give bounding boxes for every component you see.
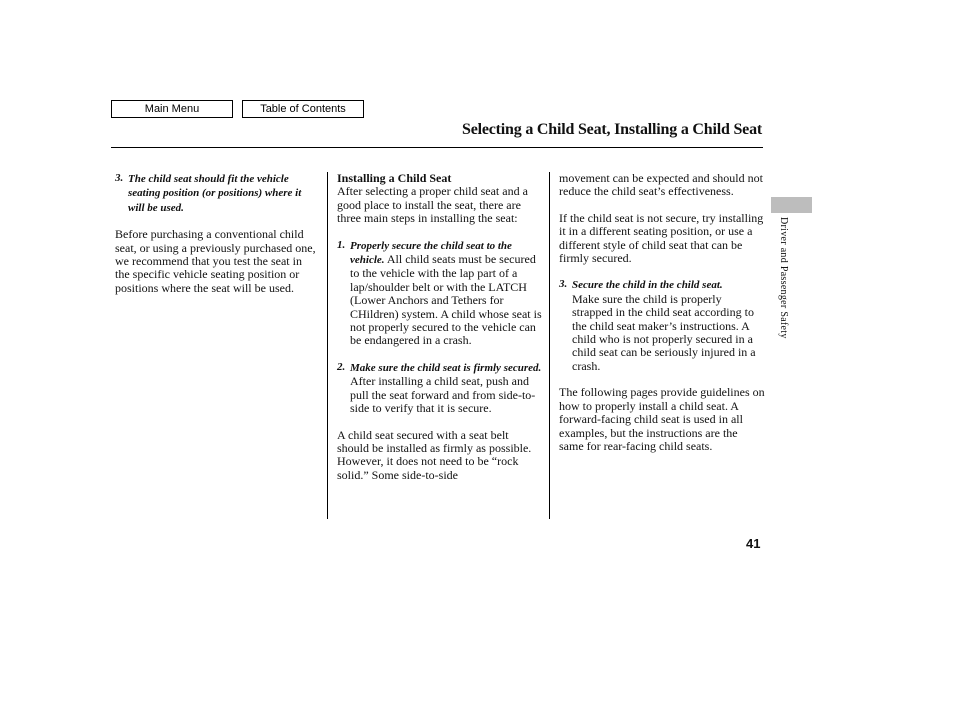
list-item [559,278,765,373]
column-3 [559,172,765,453]
main-menu-button[interactable]: Main Menu [111,100,233,118]
list-item-text: The child seat should fit the vehicle seating position (or positions) where it will be used. [128,173,302,214]
column-2 [337,172,542,482]
paragraph: After selecting a proper child seat and a good place to install the seat, there are three main steps in installing the seat: [337,184,528,226]
step-title: Secure the child in the child seat. [572,279,723,292]
list-item [115,172,317,215]
table-of-contents-button[interactable]: Table of Contents [242,100,364,118]
list-item [337,361,542,416]
step-text: All child seats must be secured to the vehicle with the lap part of a lap/shoulder belt or with the LATCH (Lower Anchors and Tethers for CHildren) system. A child whose seat is not properly secured to the vehicle can be endangered in a crash. [350,252,542,348]
column-divider [549,172,550,519]
paragraph: The following pages provide guidelines on how to properly install a child seat. A forward-facing child seat is used in all examples, but the instructions are the same for rear-facing child seats. [559,385,765,453]
paragraph: Before purchasing a conventional child seat, or using a previously purchased one, we recommend that you test the seat in the specific vehicle seating position or positions where the seat will be used. [115,227,316,295]
column-divider [327,172,328,519]
list-number: 3. [559,278,568,291]
section-heading: Installing a Child Seat [337,171,452,185]
list-item [337,239,542,348]
paragraph: A child seat secured with a seat belt should be installed as firmly as possible. However, it does not need to be “rock solid.” Some side-to-side [337,427,532,482]
list-number: 2. [337,360,346,373]
section-label: Driver and Passenger Safety [778,217,789,339]
paragraph: movement can be expected and should not reduce the child seat’s effectiveness. [559,171,763,199]
column-1 [115,172,317,295]
step-title: Make sure the child seat is firmly secured. [350,361,542,374]
step-text: Make sure the child is properly strapped in the child seat according to the child seat maker’s instructions. A child who is not properly secured in a child seat can be seriously injured in a crash. [572,291,756,373]
page-title: Selecting a Child Seat, Installing a Child Seat [462,121,762,138]
title-rule [111,147,763,148]
step-text: After installing a child seat, push and pull the seat forward and from side-to-side to verify that it is secure. [350,374,536,416]
step-title: Properly secure the child seat to the vehicle. [350,239,512,267]
list-number: 3. [115,172,124,184]
section-tab [771,197,812,213]
paragraph: If the child seat is not secure, try installing it in a different seating position, or use a different style of child seat that can be firmly secured. [559,210,764,266]
page-number: 41 [746,536,761,551]
list-number: 1. [337,238,346,251]
